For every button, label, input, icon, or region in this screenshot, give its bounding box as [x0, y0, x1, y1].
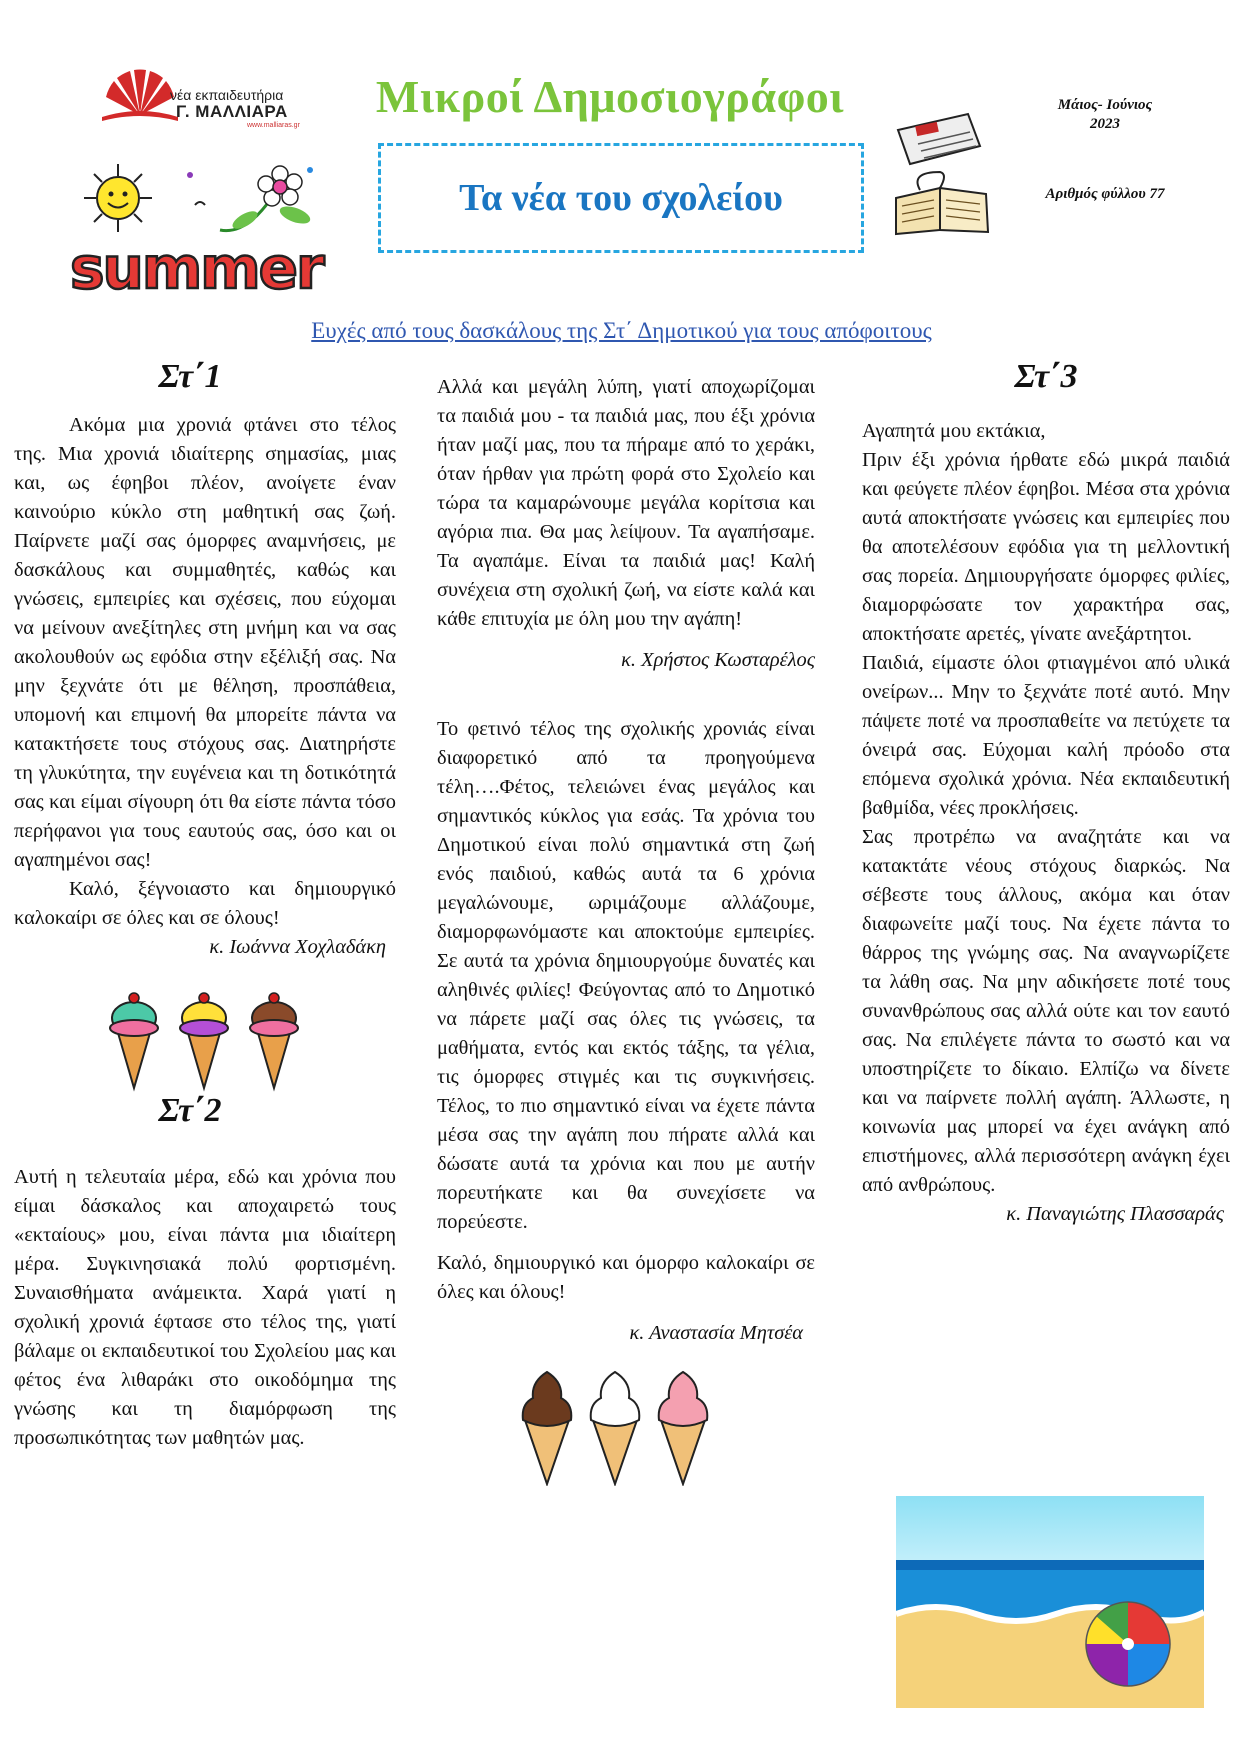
subtitle: Τα νέα του σχολείου	[459, 177, 783, 219]
issue-number: Αριθμός φύλλου 77	[1045, 186, 1165, 202]
subtitle-box	[378, 143, 864, 253]
section-heading-st3: Στ΄3	[1014, 358, 1078, 395]
st2-signature-2: κ. Αναστασία Μητσέα	[629, 1322, 803, 1344]
section-heading-st1: Στ΄1	[158, 358, 222, 395]
column-st3	[862, 358, 1230, 1229]
column-st2-continued	[437, 373, 815, 1486]
st2-signature: κ. Χρήστος Κωσταρέλος	[621, 649, 815, 671]
st1-paragraph-2: Καλό, ξέγνοιαστο και δημιουργικό καλοκαίρι σε όλες και σε όλους!	[14, 878, 396, 929]
issue-months: Μάιος- Ιούνιος	[1057, 97, 1153, 113]
st2-paragraph-3: Το φετινό τέλος της σχολικής χρονιάς είναι διαφορετικό από τα προηγούμενα τέλη….Φέτος, τελειώνει ένας μεγάλος και σημαντικός κύκλος για εσάς. Τα χρόνια του Δημοτικού είναι πολύ σημαντικά στη ζωή ενός παιδιού, καθώς αυτά τα 6 χρόνια μεγαλώνουμε, ωριμάζουμε αλλάζουμε, διαμορφωνόμαστε και αποκτούμε εμπειρίες. Σε αυτά τα χρόνια δημιουργούμε δυνατές και αληθινές φιλίες! Φεύγοντας από το Δημοτικό να πάρετε μαζί σας όλες τις γνώσεις, τα μαθήματα, εντός και εκτός τάξης, τα γέλια, τις όμορφες στιγμές και τις συγκινήσεις. Τέλος, το πιο σημαντικό είναι να έχετε πάντα μέσα σας την αγάπη που πήρατε αλλά και δώσατε αυτά τα χρόνια και που με αυτήν πορευτήκατε και θα συνεχίσετε να πορεύεστε.	[437, 718, 815, 1233]
open-book-icon	[890, 168, 994, 238]
st2-paragraph-1: Αυτή η τελευταία μέρα, εδώ και χρόνια που είμαι δάσκαλος και αποχαιρετώ τους «εκταίους» μου, είναι πάντα μια ιδιαίτερη μέρα. Συγκινησιακά πολύ φορτισμένη. Συναισθήματα ανάμεικτα. Χαρά γιατί η σχολική χρονιά έφτασε στο τέλος της, γιατί βάλαμε οι εκπαιδευτικοί του Σχολείου μας και φέτος ένα λιθαράκι στο οικοδόμημα της γνώσης και τη διαμόρφωση της προσωπικότητας των μαθητών μας.	[14, 1166, 396, 1449]
summer-illustration	[70, 160, 340, 300]
beach-ball-icon	[1086, 1602, 1170, 1686]
st3-greeting: Αγαπητά μου εκτάκια,	[862, 420, 1046, 442]
ice-cream-cones-icon	[14, 978, 396, 1096]
st3-signature: κ. Παναγιώτης Πλασσαράς	[1006, 1203, 1224, 1225]
st2-paragraph-2: Αλλά και μεγάλη λύπη, γιατί αποχωρίζομαι τα παιδιά μου - τα παιδιά μας, που έξι χρόνια ήταν μαζί μας, που τα πήραμε από το χεράκι, όταν ήρθαν για πρώτη φορά στο Σχολείο και τώρα τα καμαρώνουμε μεγάλα κορίτσια και αγόρια πια. Θα μας λείψουν. Τα αγαπήσαμε. Τα αγαπάμε. Είναι τα παιδιά μας! Καλή συνέχεια στη σχολική ζωή, να είστε καλά και κάθε επιτυχία με όλη μου την αγάπη!	[437, 376, 815, 630]
column-st1	[14, 358, 396, 1453]
logo-fan-icon	[100, 67, 180, 127]
section-heading-st2: Στ΄2	[158, 1092, 222, 1129]
logo-url: www.malliaras.gr	[247, 122, 300, 129]
masthead-title: Μικροί Δημοσιογράφοι	[375, 71, 845, 122]
st3-paragraph-2: Παιδιά, είμαστε όλοι φτιαγμένοι από υλικά ονείρων... Μην το ξεχνάτε ποτέ αυτό. Μην πάψετε ποτέ να προσπαθείτε να πετύχετε τα όνειρά σας. Εύχομαι καλή πρόοδο στα επόμενα σχολικά χρόνια. Νέα εκπαιδευτική βαθμίδα, νέες προκλήσεις.	[862, 652, 1230, 819]
issue-year: 2023	[1090, 116, 1120, 132]
logo-line2: Γ. ΜΑΛΛΙΑΡΑ	[176, 102, 288, 121]
st3-paragraph-3: Σας προτρέπω να αναζητάτε και να κατακτάτε νέους στόχους διαρκώς. Να σέβεστε τους άλλους, ακόμα και όταν διαφωνείτε μαζί τους. Να έχετε πάντα το θάρρος της γνώμης σας. Να αναγνωρίζετε τα λάθη σας. Να μην αδικήσετε ποτέ τους συνανθρώπους σας αλλά ούτε και τον εαυτό σας. Να επιλέγετε πάντα το σωστό και να υποστηρίζετε το δίκαιο. Ελπίζω να δίνετε και να παίρνετε πολλή αγάπη. Άλλωστε, η κοινωνία μας μπορεί να έχει ανάγκη από επιστήμονες, αλλά περισσότερη ανάγκη έχει από ανθρώπους.	[862, 826, 1230, 1196]
st1-paragraph-1: Ακόμα μια χρονιά φτάνει στο τέλος της. Μια χρονιά ιδιαίτερης σημασίας, μιας και, ως έφηβοι πλέον, ανοίγετε έναν καινούριο κύκλο στη μαθητική σας ζωή. Παίρνετε μαζί σας όμορφες αναμνήσεις, με δασκάλους και συμμαθητές, καθώς και γνώσεις, εμπειρίες και σχέσεις, που εύχομαι να μείνουν ανεξίτηλες στη μνήμη και να σας ακολουθούν ως εφόδια στην εξέλιξή σας. Να μην ξεχνάτε ότι με θέληση, προσπάθεια, υπομονή και επιμονή θα μπορείτε πάντα να κατακτήσετε τους στόχους σας. Διατηρήστε τη γλυκύτητα, την ευγένεια και τη δοτικότητά σας και είμαι σίγουρη ότι θα είστε πάντα τόσο περήφανοι για τους εαυτούς σας, όσο και οι αγαπημένοι σας!	[14, 414, 396, 871]
st1-signature: κ. Ιωάννα Χοχλαδάκη	[209, 936, 386, 958]
sun-flower-summer-icon	[70, 160, 340, 300]
logo-line1: νέα εκπαιδευτήρια	[170, 87, 284, 103]
issue-date	[1030, 96, 1180, 134]
st2-paragraph-4: Καλό, δημιουργικό και όμορφο καλοκαίρι σε όλες και όλους!	[437, 1252, 815, 1303]
soft-serve-cones-icon	[437, 1368, 815, 1486]
beach-ball-illustration	[896, 1496, 1204, 1708]
summer-art-text: summer	[70, 234, 323, 300]
newspaper-roll-icon	[888, 110, 988, 168]
headline-link[interactable]: Ευχές από τους δασκάλους της Στ΄ Δημοτικού για τους απόφοιτους	[311, 318, 932, 343]
st3-paragraph-1: Πριν έξι χρόνια ήρθατε εδώ μικρά παιδιά και φεύγετε πλέον έφηβοι. Μέσα στα χρόνια αυτά αποκτήσατε γνώσεις και εμπειρίες που θα αποτελέσουν εφόδια για τη μελλοντική σας πορεία. Δημιουργήσατε όμορφες φιλίες, διαμορφώσατε τον χαρακτήρα σας, αποκτήσατε αρετές, γίνατε ανεξάρτητοι.	[862, 449, 1230, 645]
school-logo	[100, 62, 320, 142]
